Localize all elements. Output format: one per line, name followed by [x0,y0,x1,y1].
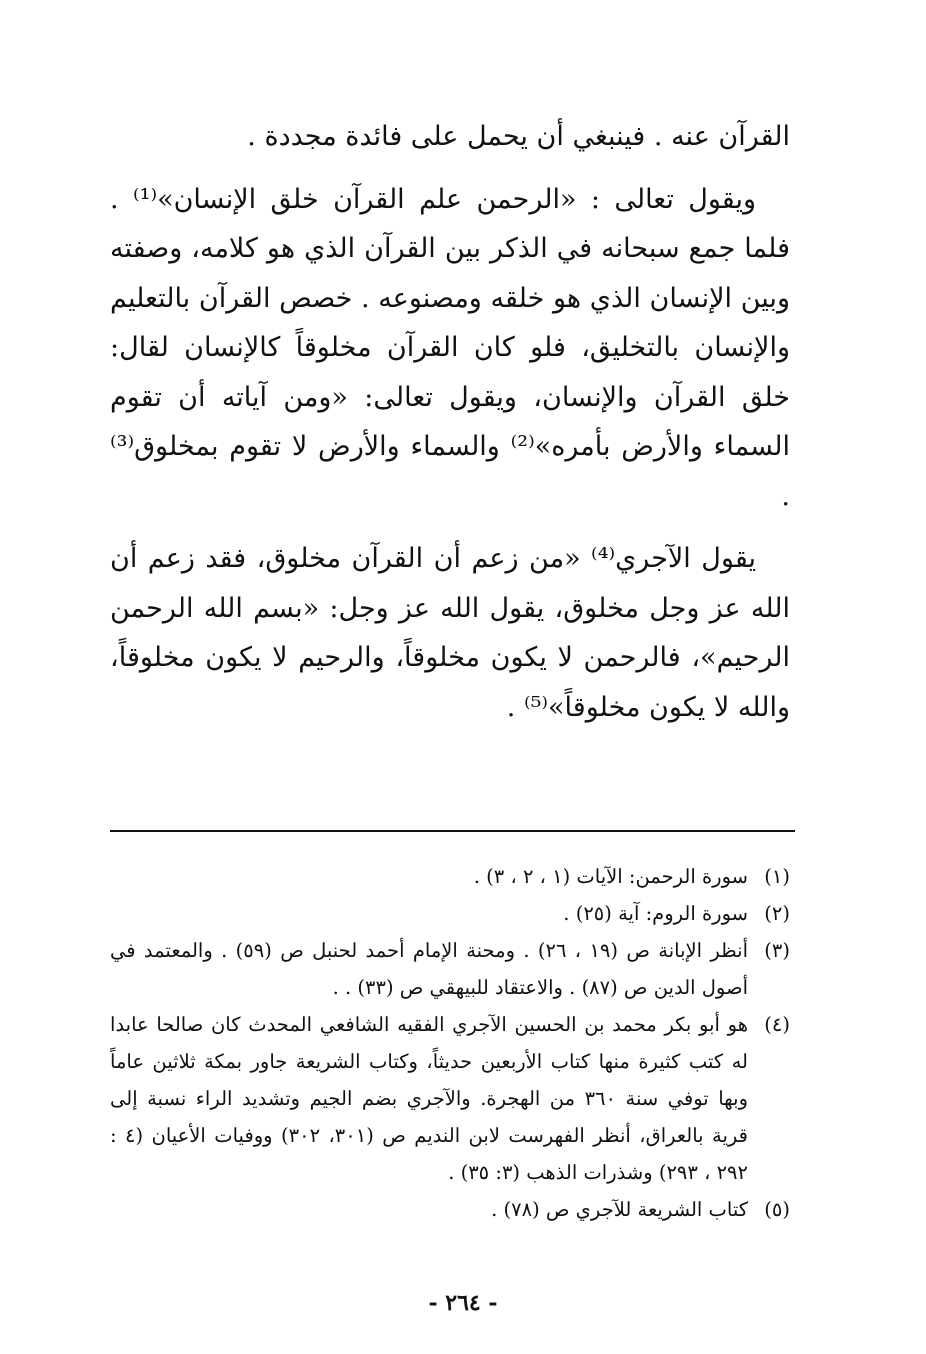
footnote-text: هو أبو بكر محمد بن الحسين الآجري الفقيه الشافعي المحدث كان صالحا عابدا له كتب كثيرة منها كتاب الأربعين حديثاً، وكتاب الشريعة جاور بمكة ثلاثين عاماً وبها توفي سنة ٣٦٠ من الهجرة. والآجري بضم الجيم وتشديد الراء نسبة إلى قرية بالعراق، أنظر الفهرست لابن النديم ص (٣٠١، ٣٠٢) ووفيات الأعيان (٤ : ٢٩٢ ، ٢٩٣) وشذرات الذهب (٣: ٣٥) . [110,1013,748,1184]
footnote [110,858,790,895]
footnote [110,1191,790,1228]
page-number: - ٢٦٤ - [428,1290,498,1316]
footnote-number: (٢) [764,902,790,925]
footnote-number: (٣) [764,939,790,962]
main-text [110,112,790,745]
footnote-number: (٤) [764,1013,790,1036]
paragraph: القرآن عنه . فينبغي أن يحمل على فائدة مجددة . [247,121,790,152]
footnote-number: (١) [764,865,790,888]
footnote-divider [110,830,795,832]
footnote-text: سورة الروم: آية (٢٥) . [563,902,748,925]
footnote [110,1006,790,1191]
paragraph: يقول الآجري⁽⁴⁾ «من زعم أن القرآن مخلوق، فقد زعم أن الله عز وجل مخلوق، يقول الله عز وجل: «بسم الله الرحمن الرحيم»، فالرحمن لا يكون مخلوقاً، والرحيم لا يكون مخلوقاً، والله لا يكون مخلوقاً»⁽⁵⁾ . [110,543,790,723]
footnote-text: كتاب الشريعة للآجري ص (٧٨) . [491,1198,748,1221]
footnote-text: سورة الرحمن: الآيات (١ ، ٢ ، ٣) . [473,865,748,888]
footnote [110,895,790,932]
footnote-text: أنظر الإبانة ص (١٩ ، ٢٦) . ومحنة الإمام أحمد لحنبل ص (٥٩) . والمعتمد في أصول الدين ص (٨٧) . والاعتقاد للبيهقي ص (٣٣) . . [110,939,749,999]
paragraph: ويقول تعالى : «الرحمن علم القرآن خلق الإنسان»⁽¹⁾ . فلما جمع سبحانه في الذكر بين القرآن الذي هو كلامه، وصفته وبين الإنسان الذي هو خلقه ومصنوعه . خصص القرآن بالتعليم والإنسان بالتخليق، فلو كان القرآن مخلوقاً كالإنسان لقال: خلق القرآن والإنسان، ويقول تعالى: «ومن آياته أن تقوم السماء والأرض بأمره»⁽²⁾ والسماء والأرض لا تقوم بمخلوق⁽³⁾ . [110,183,790,512]
footnotes [110,858,790,1228]
footnote [110,932,790,1006]
footnote-number: (٥) [764,1198,790,1221]
